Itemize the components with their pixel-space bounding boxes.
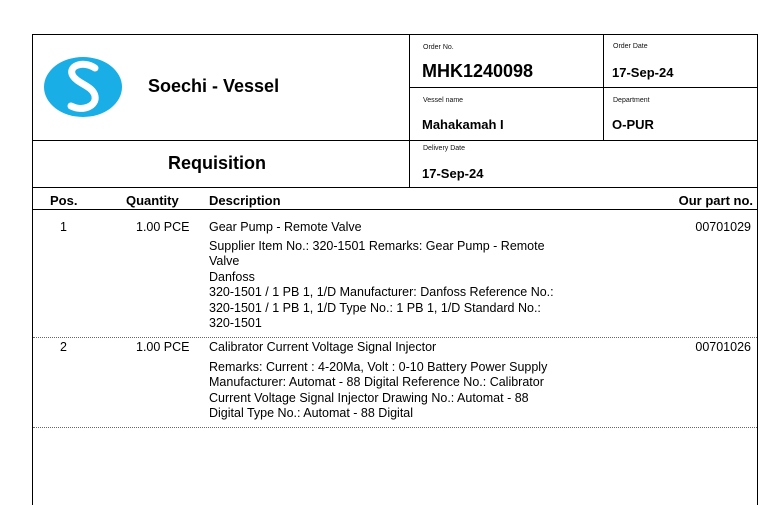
row-2-part-no: 00701026 — [695, 340, 751, 354]
detail-line: Current Voltage Signal Injector Drawing No.: Automat - 88 — [209, 390, 529, 405]
detail-line: Manufacturer: Automat - 88 Digital Reference No.: Calibrator — [209, 375, 544, 390]
requisition-document — [32, 34, 758, 505]
order-date-value: 17-Sep-24 — [612, 65, 674, 80]
column-header-quantity: Quantity — [126, 193, 179, 208]
row-2-title: Calibrator Current Voltage Signal Injector — [209, 340, 437, 354]
row-2-quantity: 1.00 PCE — [136, 340, 190, 354]
company-name: Soechi - Vessel — [148, 76, 280, 96]
divider — [33, 209, 757, 210]
delivery-date-value: 17-Sep-24 — [422, 166, 484, 181]
row-1-part-no: 00701029 — [695, 220, 751, 234]
detail-line: 320-1501 — [209, 316, 262, 331]
order-no-value: MHK1240098 — [422, 61, 534, 81]
row-separator — [33, 337, 757, 338]
row-separator — [33, 427, 757, 428]
detail-line: Remarks: Current : 4-20Ma, Volt : 0-10 Battery Power Supply — [209, 360, 548, 374]
vessel-label: Vessel name — [423, 97, 464, 104]
divider — [409, 87, 757, 88]
divider — [409, 35, 410, 187]
vessel-value: Mahakamah I — [422, 117, 504, 132]
department-label: Department — [613, 97, 650, 104]
row-1-title: Gear Pump - Remote Valve — [209, 220, 362, 234]
department-value: O-PUR — [612, 117, 654, 132]
detail-line: Supplier Item No.: 320-1501 Remarks: Gear Pump - Remote — [209, 239, 545, 253]
row-1-pos: 1 — [60, 220, 67, 234]
detail-line: Danfoss — [209, 269, 255, 284]
company-logo — [43, 56, 123, 118]
column-header-description: Description — [209, 193, 281, 208]
column-header-part-no: Our part no. — [678, 193, 753, 208]
order-no-label: Order No. — [423, 44, 454, 51]
order-date-label: Order Date — [613, 43, 648, 50]
row-1-details — [209, 239, 589, 331]
detail-line: 320-1501 / 1 PB 1, 1/D Type No.: 1 PB 1, 1/D Standard No.: — [209, 300, 541, 315]
divider — [33, 187, 757, 188]
row-1-quantity: 1.00 PCE — [136, 220, 190, 234]
document-title: Requisition — [168, 153, 266, 173]
delivery-date-label: Delivery Date — [423, 145, 466, 152]
row-2-pos: 2 — [60, 340, 67, 354]
divider — [33, 140, 757, 141]
detail-line: 320-1501 / 1 PB 1, 1/D Manufacturer: Danfoss Reference No.: — [209, 285, 554, 300]
column-header-pos: Pos. — [50, 193, 78, 208]
row-2-details — [209, 360, 589, 422]
detail-line: Valve — [209, 254, 240, 269]
detail-line: Digital Type No.: Automat - 88 Digital — [209, 406, 414, 421]
